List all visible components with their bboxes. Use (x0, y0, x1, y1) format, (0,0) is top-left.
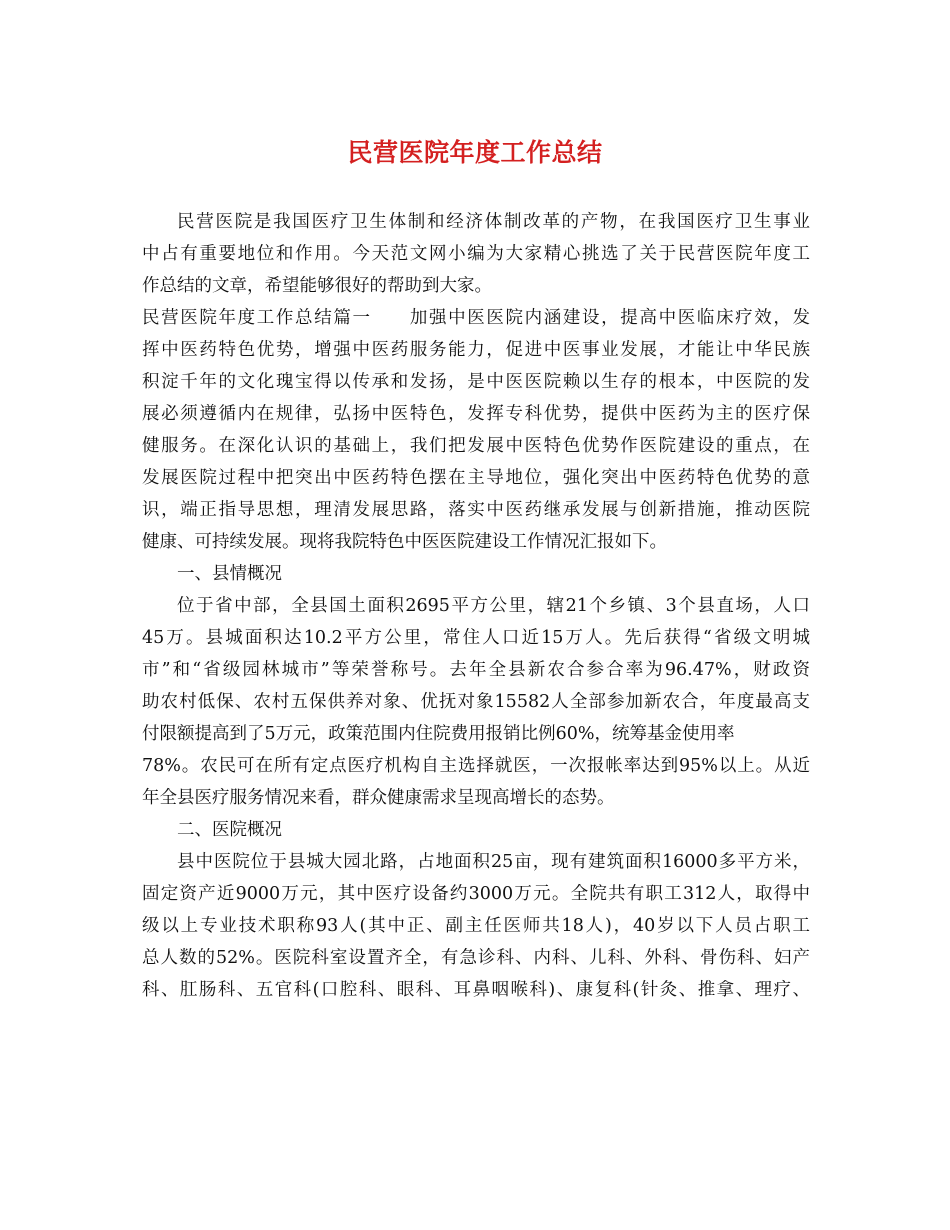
text-line: 年全县医疗服务情况来看，群众健康需求呈现高增长的态势。 (142, 788, 615, 808)
text-line: 挥中医药特色优势，增强中医药服务能力，促进中医事业发展，才能让中华民族 (142, 340, 810, 360)
document-title: 民营医院年度工作总结 (347, 138, 603, 167)
text-line: 积淀千年的文化瑰宝得以传承和发扬，是中医医院赖以生存的根本，中医院的发 (142, 372, 810, 392)
text-line: 一、县情概况 (177, 564, 282, 584)
text-line: 助农村低保、农村五保供养对象、优抚对象15582人全部参加新农合，年度最高支 (142, 692, 810, 712)
text-line: 市”和“省级园林城市”等荣誉称号。去年全县新农合参合率为96.47%，财政资 (142, 660, 810, 680)
text-line: 发展医院过程中把突出中医药特色摆在主导地位，强化突出中医药特色优势的意 (142, 468, 810, 488)
document-body (142, 206, 810, 1006)
text-line: 识，端正指导思想，理清发展思路，落实中医药继承发展与创新措施，推动医院 (142, 500, 810, 520)
text-line: 二、医院概况 (177, 820, 282, 840)
text-line: 作总结的文章，希望能够很好的帮助到大家。 (142, 276, 492, 296)
text-line: 展必须遵循内在规律，弘扬中医特色，发挥专科优势，提供中医药为主的医疗保 (142, 404, 810, 424)
text-line: 78%。农民可在所有定点医疗机构自主选择就医，一次报帐率达到95%以上。从近 (142, 756, 810, 776)
text-line: 健康、可持续发展。现将我院特色中医医院建设工作情况汇报如下。 (142, 532, 667, 552)
text-line: 科、肛肠科、五官科(口腔科、眼科、耳鼻咽喉科)、康复科(针灸、推拿、理疗、 (142, 980, 810, 1000)
text-line: 级以上专业技术职称93人(其中正、副主任医师共18人)，40岁以下人员占职工 (142, 916, 810, 936)
text-line: 固定资产近9000万元，其中医疗设备约3000万元。全院共有职工312人，取得中 (142, 884, 810, 904)
text-line: 45万。县城面积达10.2平方公里，常住人口近15万人。先后获得“省级文明城 (142, 628, 810, 648)
text-line: 县中医院位于县城大园北路，占地面积25亩，现有建筑面积16000多平方米， (177, 852, 810, 872)
text-line: 位于省中部，全县国土面积2695平方公里，辖21个乡镇、3个县直场，人口 (177, 596, 810, 616)
text-line: 付限额提高到了5万元，政策范围内住院费用报销比例60%，统筹基金使用率 (142, 724, 735, 744)
text-line: 总人数的52%。医院科室设置齐全，有急诊科、内科、儿科、外科、骨伤科、妇产 (142, 948, 810, 968)
text-line: 中占有重要地位和作用。今天范文网小编为大家精心挑选了关于民营医院年度工 (142, 244, 810, 264)
text-line: 民营医院是我国医疗卫生体制和经济体制改革的产物，在我国医疗卫生事业 (177, 212, 810, 232)
text-line: 健服务。在深化认识的基础上，我们把发展中医特色优势作医院建设的重点，在 (142, 436, 810, 456)
text-line: 民营医院年度工作总结篇一 加强中医医院内涵建设，提高中医临床疗效，发 (142, 308, 810, 328)
